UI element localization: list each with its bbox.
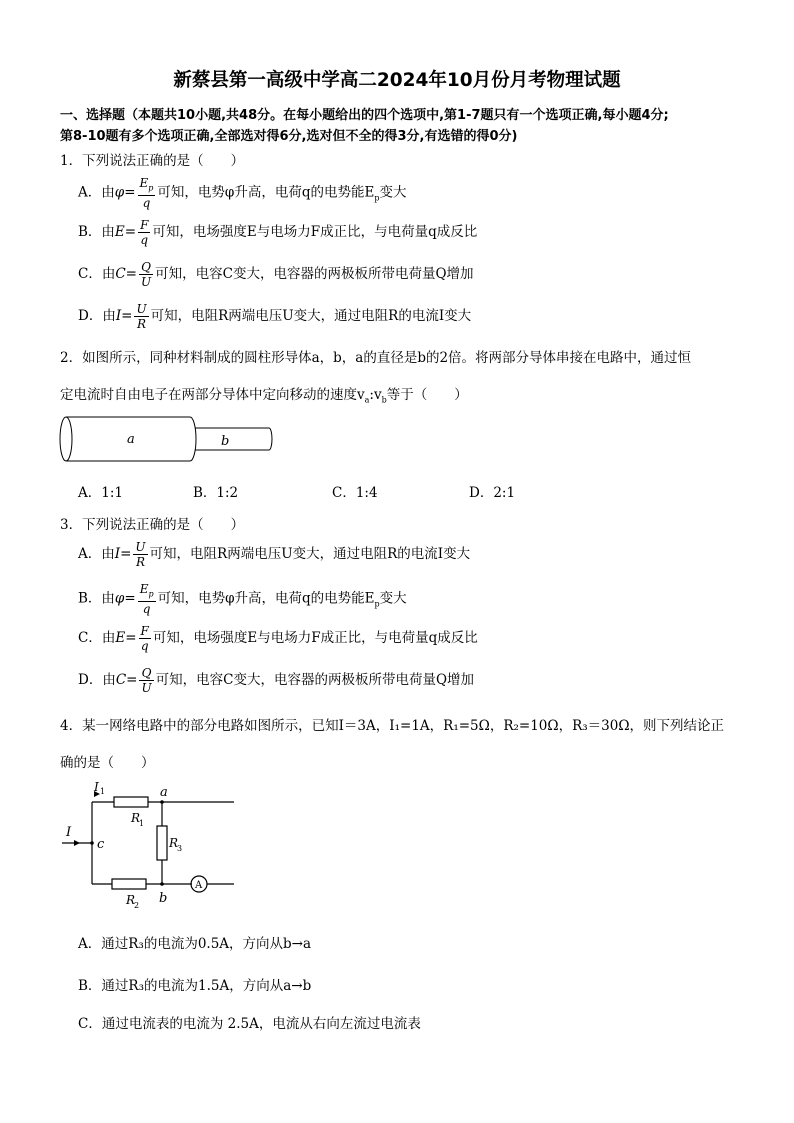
- label-a: a: [127, 432, 135, 447]
- q1-stem: 1．下列说法正确的是（ ）: [60, 153, 245, 169]
- svg-text:c: c: [97, 837, 105, 852]
- q4-stem-line2: 确的是（ ）: [60, 755, 155, 771]
- arrow-icon: [74, 840, 80, 846]
- svg-text:R: R: [131, 811, 141, 825]
- section-instructions-line1: 一、选择题（本题共10小题,共48分。在每小题给出的四个选项中,第1-7题只有一个选项正确,每小题4分;: [60, 108, 669, 123]
- q3-stem: 3．下列说法正确的是（ ）: [60, 517, 245, 533]
- svg-text:A: A: [195, 880, 203, 891]
- q1-option-b[interactable]: B．由E= $\frac{F}{q}$ 可知，电场强度E与电场力F成正比，与电荷量q成反比: [78, 218, 478, 247]
- q3-option-d[interactable]: D．由C= $\frac{Q}{U}$ 可知，电容C变大，电容器的两极板所带电荷量Q增加: [78, 666, 475, 695]
- cylinder-b: [195, 428, 272, 450]
- svg-text:3: 3: [177, 844, 183, 853]
- fraction: $\frac{U}{R}$: [135, 540, 146, 569]
- q2-option-a[interactable]: A．1:1: [78, 485, 123, 501]
- circuit-diagram: [56, 780, 246, 915]
- q1-option-a[interactable]: A．由φ= $\frac{E_p}{q}$ 可知，电势φ升高，电荷q的电势能$E_p$变大: [78, 176, 407, 211]
- q3-option-a[interactable]: A．由I= $\frac{U}{R}$ 可知，电阻R两端电压U变大，通过电阻R的电流I变大: [78, 540, 471, 569]
- resistor-r3: [157, 826, 167, 860]
- fraction: $\frac{F}{q}$: [140, 218, 149, 247]
- q4-stem-line1: 4．某一网络电路中的部分电路如图所示，已知I＝3A，I₁=1A，R₁=5Ω，R₂=10Ω，R₃＝30Ω，则下列结论正: [60, 718, 725, 734]
- svg-text:1: 1: [100, 787, 106, 796]
- svg-text:2: 2: [134, 901, 140, 910]
- q4-option-b[interactable]: B．通过R₃的电流为1.5A，方向从a→b: [78, 978, 312, 994]
- q1-option-c[interactable]: C．由C= $\frac{Q}{U}$ 可知，电容C变大，电容器的两极板所带电荷量Q增加: [78, 260, 474, 289]
- q1-option-d[interactable]: D．由I= $\frac{U}{R}$ 可知，电阻R两端电压U变大，通过电阻R的电流I变大: [78, 302, 472, 331]
- q2-option-b[interactable]: B．1:2: [193, 485, 239, 501]
- q4-option-a[interactable]: A．通过R₃的电流为0.5A，方向从b→a: [78, 936, 312, 952]
- q3-option-b[interactable]: B．由φ= $\frac{E_p}{q}$ 可知，电势φ升高，电荷q的电势能$E_p$变大: [78, 582, 407, 617]
- fraction: $\frac{U}{R}$: [136, 302, 147, 331]
- q3-option-c[interactable]: C．由E= $\frac{F}{q}$ 可知，电场强度E与电场力F成正比，与电荷量q成反比: [78, 624, 478, 653]
- fraction: $\frac{Q}{U}$: [141, 260, 152, 289]
- fraction: $\frac{E_p}{q}$: [139, 582, 154, 617]
- q2-option-d[interactable]: D．2:1: [469, 485, 516, 501]
- q2-option-c[interactable]: C．1:4: [332, 485, 378, 501]
- label-b: b: [221, 434, 230, 449]
- fraction: $\frac{F}{q}$: [140, 624, 149, 653]
- svg-text:I: I: [94, 780, 99, 794]
- section-instructions-line2: 第8-10题有多个选项正确,全部选对得6分,选对但不全的得3分,有选错的得0分): [60, 129, 518, 144]
- cylinder-conductor-diagram: [56, 408, 276, 468]
- svg-text:R: R: [126, 893, 136, 907]
- q2-stem-line1: 2．如图所示，同种材料制成的圆柱形导体a，b，a的直径是b的2倍。将两部分导体串接在电路中，通过恒: [60, 350, 692, 366]
- fraction: $\frac{E_p}{q}$: [139, 176, 154, 211]
- resistor-r2: [112, 879, 146, 889]
- fraction: $\frac{Q}{U}$: [141, 666, 152, 695]
- q2-stem-line2: 定电流时自由电子在两部分导体中定向移动的速度$v_a:v_b$等于（ ）: [60, 387, 468, 405]
- q4-option-c[interactable]: C．通过电流表的电流为 2.5A，电流从右向左流过电流表: [78, 1016, 421, 1032]
- svg-text:b: b: [159, 891, 168, 906]
- svg-text:R: R: [169, 836, 179, 850]
- page-title: 新蔡县第一高级中学高二2024年10月份月考物理试题: [173, 70, 621, 91]
- svg-text:1: 1: [139, 819, 145, 828]
- svg-text:I: I: [66, 825, 72, 840]
- svg-text:a: a: [160, 785, 168, 800]
- resistor-r1: [114, 797, 148, 807]
